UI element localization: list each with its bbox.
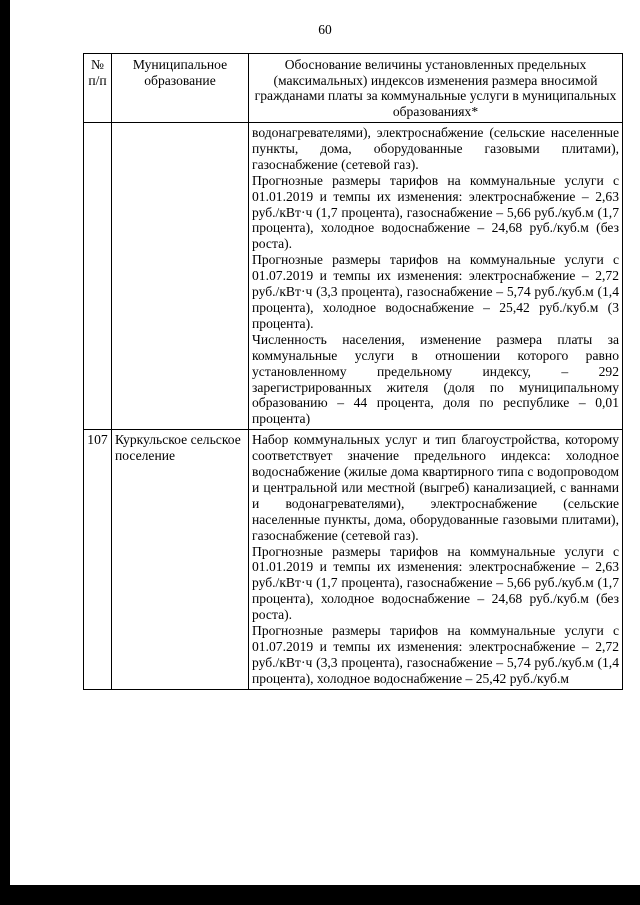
header-rationale: Обоснование величины установленных предельных (максимальных) индексов изменения размера вносимой гражданами платы за коммунальные услуги в муниципальных образованиях* [249,54,623,123]
header-num: № п/п [84,54,112,123]
paragraph: Прогнозные размеры тарифов на коммунальные услуги с 01.01.2019 и темпы их изменения: электроснабжение – 2,63 руб./кВт·ч (1,7 процента), газоснабжение – 5,66 руб./куб.м (1,7 процента), холодное водоснабжение – 24,68 руб./куб.м (без роста). [252,172,619,252]
paragraph: Прогнозные размеры тарифов на коммунальные услуги с 01.07.2019 и темпы их изменения: электроснабжение – 2,72 руб./кВт·ч (3,3 процента), газоснабжение – 5,74 руб./куб.м (1,4 процента), холодное водоснабжение – 25,42 руб./куб.м [252,623,619,686]
paragraph: водонагревателями), электроснабжение (сельские населенные пункты, дома, оборудованные газовыми плитами), газоснабжение (сетевой газ). [252,125,619,172]
row-num [84,123,112,430]
table-row [84,123,623,430]
row-municipality: Куркульское сельское поселение [112,430,249,690]
paragraph: Набор коммунальных услуг и тип благоустройства, которому соответствует значение предельного индекса: холодное водоснабжение (жилые дома квартирного типа с водопроводом и центральной или местной (выгреб) канализацией, с ваннами и водонагревателями), электроснабжение (сельские населенные пункты, дома, оборудованные газовыми плитами), газоснабжение (сетевой газ). [252,432,619,543]
row-rationale [249,123,623,430]
paragraph: Численность населения, изменение размера платы за коммунальные услуги в отношении которого равно установленному предельному индексу, – 292 зарегистрированных жителя (доля по муниципальному образованию – 44 процента, доля по республике – 0,01 процента) [252,331,619,427]
table-row [84,430,623,690]
header-municipality: Муниципальное образование [112,54,249,123]
row-num: 107 [84,430,112,690]
table-header-row [84,54,623,123]
page-number: 60 [318,22,332,37]
indices-table [83,53,623,690]
document-page [10,0,640,885]
paragraph: Прогнозные размеры тарифов на коммунальные услуги с 01.07.2019 и темпы их изменения: электроснабжение – 2,72 руб./кВт·ч (3,3 процента), газоснабжение – 5,74 руб./куб.м (1,4 процента), холодное водоснабжение – 25,42 руб./куб.м (3 процента). [252,252,619,331]
paragraph: Прогнозные размеры тарифов на коммунальные услуги с 01.01.2019 и темпы их изменения: электроснабжение – 2,63 руб./кВт·ч (1,7 процента), газоснабжение – 5,66 руб./куб.м (1,7 процента), холодное водоснабжение – 24,68 руб./куб.м (без роста). [252,543,619,623]
row-municipality [112,123,249,430]
row-rationale [249,430,623,690]
